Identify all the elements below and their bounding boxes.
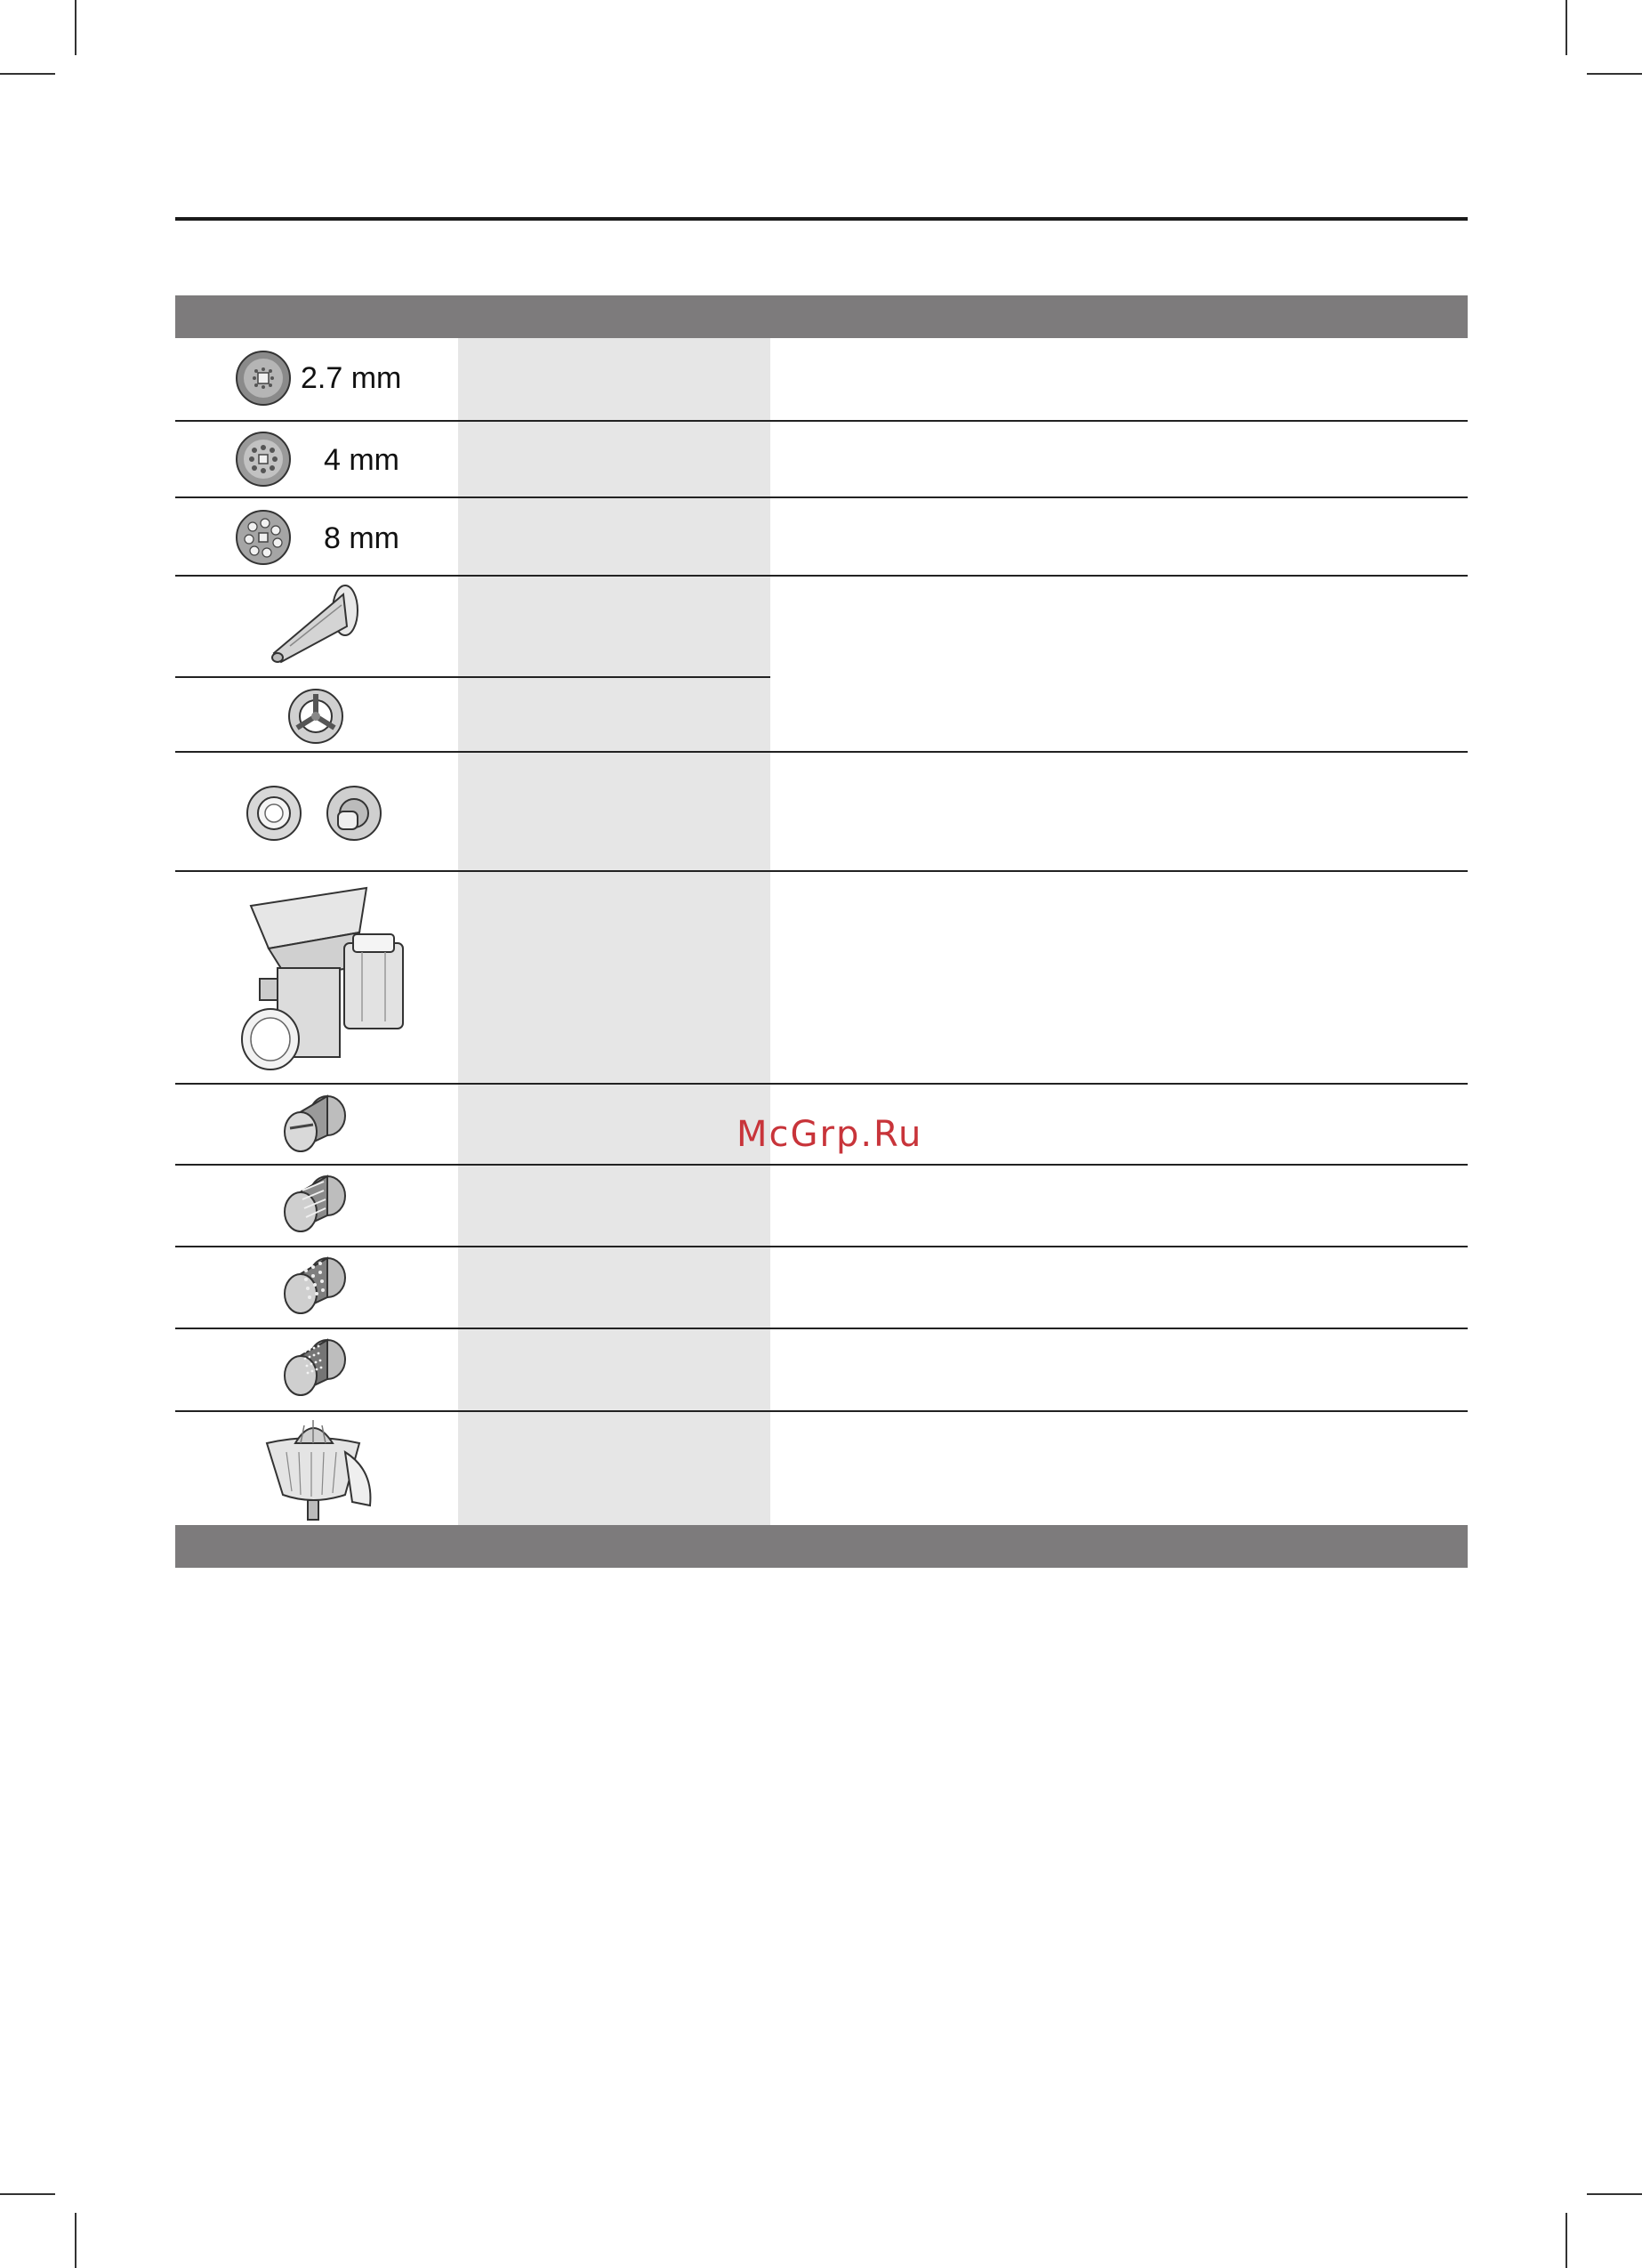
row-divider <box>175 1083 1468 1085</box>
crop-mark <box>0 2193 55 2195</box>
slicer-grater-attachment-icon <box>233 879 434 1077</box>
disc-size-label: 2.7 mm <box>301 361 402 395</box>
disc-size-label: 4 mm <box>324 443 399 477</box>
row-divider <box>175 420 1468 422</box>
row-divider <box>175 676 770 678</box>
disc-size-label: 8 mm <box>324 521 399 555</box>
table-footer-band <box>175 1525 1468 1568</box>
crop-mark <box>1587 73 1642 75</box>
table-header-band <box>175 295 1468 338</box>
grinding-drum-icon <box>281 1336 349 1400</box>
table-shaded-column <box>458 338 770 1525</box>
row-divider <box>175 496 1468 498</box>
slicing-drum-icon <box>281 1093 349 1157</box>
coarse-grating-drum-icon <box>281 1173 349 1237</box>
row-divider <box>175 575 1468 577</box>
row-divider <box>175 1410 1468 1412</box>
crop-mark <box>1587 2193 1642 2195</box>
crop-mark <box>1566 2213 1567 2268</box>
watermark-text: McGrp.Ru <box>736 1114 923 1155</box>
row-divider <box>175 1246 1468 1247</box>
row-divider <box>175 1328 1468 1329</box>
top-rule <box>175 217 1468 221</box>
shaping-attachment-icon <box>245 779 388 847</box>
row-divider <box>175 870 1468 872</box>
citrus-press-icon <box>260 1416 375 1521</box>
spacer-ring-icon <box>286 687 345 746</box>
perforated-disc-4mm-icon <box>235 431 292 488</box>
fine-grating-drum-icon <box>281 1255 349 1319</box>
perforated-disc-8mm-icon <box>235 509 292 566</box>
row-divider <box>175 751 1468 753</box>
crop-mark <box>75 2213 76 2268</box>
row-divider <box>175 1164 1468 1166</box>
crop-mark <box>0 73 55 75</box>
perforated-disc-2-7mm-icon <box>235 350 292 407</box>
crop-mark <box>75 0 76 55</box>
sausage-nozzle-icon <box>263 584 370 669</box>
crop-mark <box>1566 0 1567 55</box>
